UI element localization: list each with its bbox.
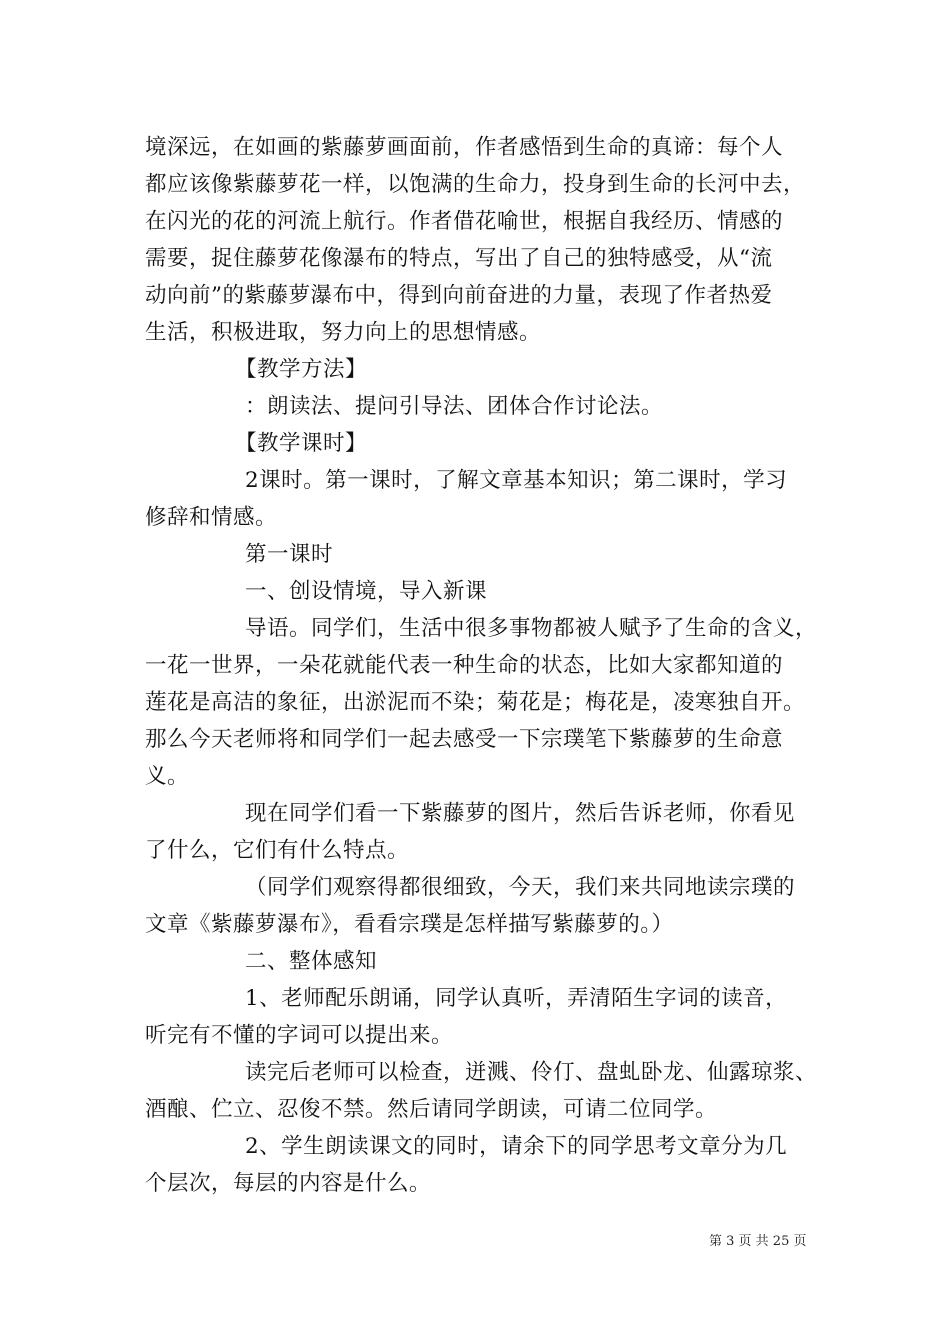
text-line: 需要，捉住藤萝花像瀑布的特点，写出了自己的独特感受，从“流 — [145, 246, 773, 271]
text-line: 酒酿、伫立、忍俊不禁。然后请同学朗读，可请二位同学。 — [145, 1097, 718, 1122]
text-line: 读完后老师可以检查，迸溅、伶仃、盘虬卧龙、仙露琼浆、 — [245, 1060, 818, 1085]
section-heading: 二、整体感知 — [245, 949, 378, 974]
text-line: 那么今天老师将和同学们一起去感受一下宗璞笔下紫藤萝的生命意 — [145, 727, 784, 752]
text-line: 动向前”的紫藤萝瀑布中，得到向前奋进的力量，表现了作者热爱 — [145, 283, 773, 308]
text-line: 1、老师配乐朗诵，同学认真听，弄清陌生字词的读音， — [245, 986, 788, 1011]
text-line: 现在同学们看一下紫藤萝的图片，然后告诉老师，你看见 — [245, 801, 796, 826]
text-line: 2课时。第一课时，了解文章基本知识；第二课时，学习 — [245, 468, 788, 493]
text-line: 在闪光的花的河流上航行。作者借花喻世，根据自我经历、情感的 — [145, 209, 784, 234]
text-line: 生活，积极进取，努力向上的思想情感。 — [145, 320, 542, 345]
page-number-footer: 第 3 页 共 25 页 — [709, 1234, 807, 1249]
text-line: 一花一世界，一朵花就能代表一种生命的状态，比如大家都知道的 — [145, 653, 784, 678]
text-line: 义。 — [145, 764, 190, 789]
text-line: 听完有不懂的字词可以提出来。 — [145, 1023, 454, 1048]
section-heading: 【教学方法】 — [235, 357, 368, 382]
text-line: 境深远，在如画的紫藤萝画面前，作者感悟到生命的真谛：每个人 — [145, 135, 784, 160]
text-line: 都应该像紫藤萝花一样，以饱满的生命力，投身到生命的长河中去， — [145, 172, 806, 197]
text-line: 修辞和情感。 — [145, 505, 278, 530]
text-line: ：朗读法、提问引导法、团体合作讨论法。 — [245, 394, 664, 419]
text-line: 了什么，它们有什么特点。 — [145, 838, 410, 863]
section-heading: 一、创设情境，导入新课 — [245, 579, 488, 604]
text-line: 导语。同学们，生活中很多事物都被人赋予了生命的含义， — [245, 616, 818, 641]
text-line: （同学们观察得都很细致，今天，我们来共同地读宗璞的 — [245, 875, 796, 900]
text-line: 莲花是高洁的象征，出淤泥而不染；菊花是；梅花是，凌寒独自开。 — [145, 690, 806, 715]
section-heading: 第一课时 — [245, 542, 334, 567]
text-line: 文章《紫藤萝瀑布》，看看宗璞是怎样描写紫藤萝的。） — [145, 912, 674, 937]
text-line: 个层次，每层的内容是什么。 — [145, 1171, 432, 1196]
section-heading: 【教学课时】 — [235, 431, 368, 456]
text-line: 2、学生朗读课文的同时，请余下的同学思考文章分为几 — [245, 1134, 788, 1159]
